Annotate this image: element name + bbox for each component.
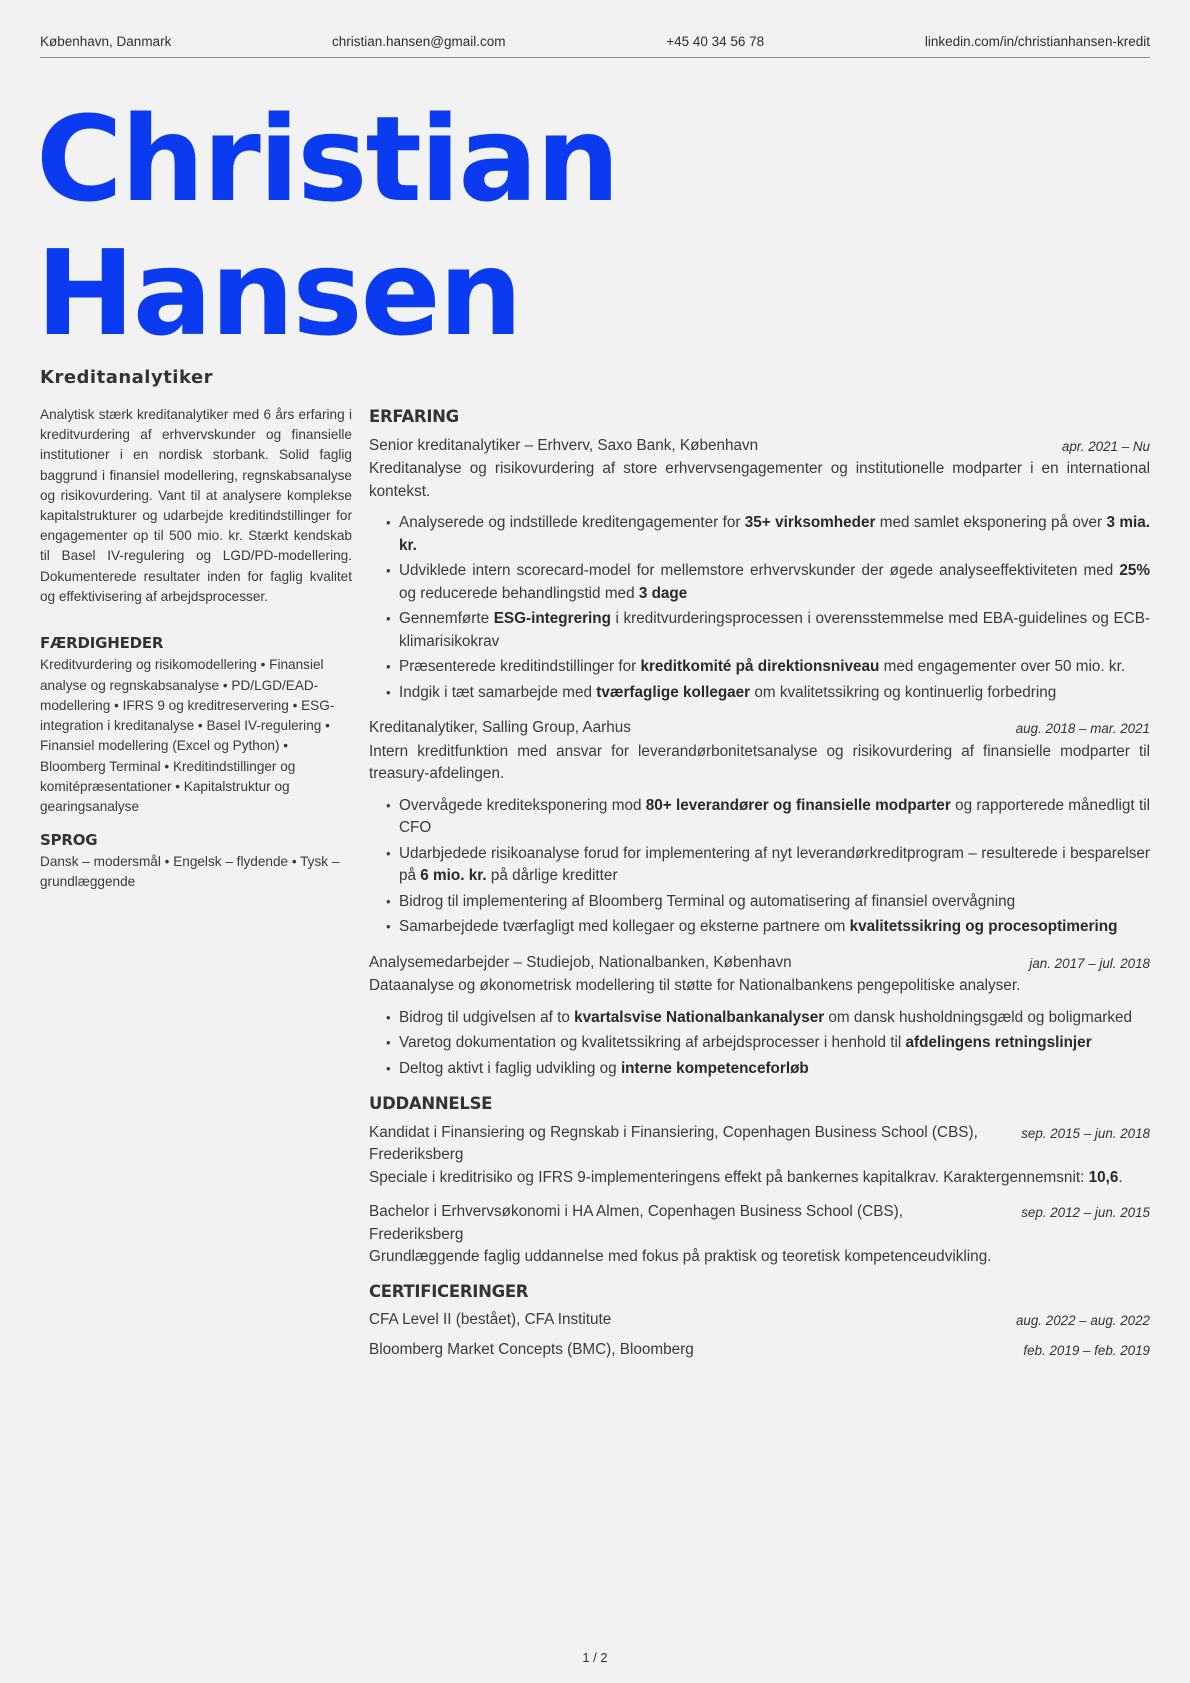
achievement-item — [386, 795, 1150, 840]
highlight-text: kreditkomité på direktionsniveau — [640, 658, 880, 675]
education-section — [369, 1093, 1150, 1269]
education-entry — [369, 1122, 1150, 1190]
education-heading: UDDANNELSE — [369, 1094, 493, 1113]
entry-date: apr. 2021 – Nu — [1061, 438, 1150, 454]
bullet-text: Gennemførte — [399, 610, 494, 627]
bullet-text: Deltog aktivt i faglig udvikling og — [399, 1059, 621, 1077]
bullet-text: Indgik i tæt samarbejde med — [399, 683, 597, 701]
bullet-text: med engagementer over 50 mio. kr. — [879, 658, 1126, 675]
contact-linkedin[interactable]: linkedin.com/in/christianhansen-kredit — [924, 34, 1150, 49]
highlight-text: 80+ leverandører og finansielle modparter — [645, 796, 951, 814]
bullet-text: og reducerede behandlingstid med — [399, 584, 639, 602]
last-name: Hansen — [36, 224, 521, 362]
highlight-text: 3 mia. kr. — [399, 514, 1150, 554]
bullet-text: Præsenterede kreditindstillinger for — [399, 658, 641, 675]
entry-title: Senior kreditanalytiker – Erhverv, Saxo Bank, København — [369, 436, 759, 454]
experience-list — [369, 435, 1150, 1081]
entry-header — [369, 1122, 1150, 1167]
description-text: Speciale i kreditrisiko og IFRS 9-implementeringens effekt på bankernes kapitalkrav. Karaktergennemsnit: — [369, 1168, 1089, 1186]
entry-description: Dataanalyse og økonometrisk modellering til støtte for Nationalbankens pengepolitiske analyser. — [369, 977, 1021, 994]
bullet-text: Overvågede krediteksponering mod — [399, 796, 646, 814]
first-name: Christian — [36, 90, 618, 228]
highlight-text: 6 mio. kr. — [420, 867, 487, 884]
achievement-item — [386, 608, 1150, 653]
certification-title: Bloomberg Market Concepts (BMC), Bloomberg — [369, 1340, 694, 1358]
skills-heading: FÆRDIGHEDER — [40, 634, 164, 653]
candidate-name — [36, 92, 618, 360]
entry-date: jan. 2017 – jul. 2018 — [1029, 955, 1150, 971]
bullet-text: Udarbjedede risikoanalyse forud for implementering af nyt leverandørkreditprogram – resulterede i besparelser på — [399, 844, 1150, 884]
experience-section — [369, 406, 1150, 1080]
achievement-item — [386, 1032, 1150, 1055]
certifications-heading: CERTIFICERINGER — [369, 1281, 529, 1301]
education-list — [369, 1122, 1150, 1269]
profile-summary: Analytisk stærk kreditanalytiker med 6 års erfaring i kreditvurdering af erhvervskunder og finansielle institutioner i en nordisk storbank. Solid faglig baggrund i finansiel modellering, regnskabsanalyse og risikovurdering. Vant til at analysere komplekse kapitalstrukturer og udarbejde kreditindstillinger for engagementer op til 500 mio. kr. Stærkt kendskab til Basel IV-regulering og LGD/PD-modellering. Dokumenterede resultater inden for faglig kvalitet og effektivisering af arbejdsprocesser. — [40, 407, 352, 604]
entry-date: feb. 2019 – feb. 2019 — [1023, 1342, 1150, 1358]
bullet-text: om kvalitetssikring og kontinuerlig forbedring — [750, 683, 1057, 701]
experience-entry — [369, 435, 1150, 705]
achievement-item — [386, 512, 1150, 557]
degree-title: Bachelor i Erhvervsøkonomi i HA Almen, Copenhagen Business School (CBS), Frederiksberg — [369, 1203, 903, 1243]
bullet-text: Analyserede og indstillede kreditengagementer for — [399, 514, 745, 531]
grade-value: 10,6 — [1088, 1168, 1119, 1186]
job-title: Kreditanalytiker — [40, 367, 214, 388]
degree-description — [369, 1246, 1150, 1269]
certification-title: CFA Level II (bestået), CFA Institute — [369, 1311, 612, 1328]
achievement-item — [386, 916, 1150, 939]
highlight-text: afdelingens retningslinjer — [905, 1034, 1092, 1051]
bullet-text: med samlet eksponering på over — [875, 514, 1107, 531]
highlight-text: 35+ virksomheder — [744, 514, 876, 531]
highlight-text: kvalitetssikring og procesoptimering — [849, 918, 1118, 935]
achievement-list — [369, 795, 1150, 939]
bullet-text: Bidrog til implementering af Bloomberg Terminal og automatisering af finansiel overvågning — [399, 892, 1016, 910]
entry-date: aug. 2022 – aug. 2022 — [1015, 1313, 1150, 1328]
achievement-item — [386, 656, 1150, 679]
education-entry — [369, 1201, 1150, 1269]
bullet-text: Udviklede intern scorecard-model for mellemstore erhvervskunder der øgede analyseeffektiviteten med — [399, 562, 1120, 579]
entry-header — [369, 952, 1150, 976]
entry-header — [369, 1201, 1150, 1246]
contact-bar — [40, 30, 1150, 58]
degree-title: Kandidat i Finansiering og Regnskab i Finansiering, Copenhagen Business School (CBS), Frederiksberg — [369, 1123, 978, 1163]
bullet-text: og rapporterede månedligt til CFO — [399, 796, 1150, 836]
highlight-text: 25% — [1119, 562, 1150, 579]
main-content — [369, 406, 1150, 1372]
sidebar — [40, 405, 352, 892]
degree-description — [369, 1167, 1150, 1190]
highlight-text: tværfaglige kollegaer — [596, 683, 751, 701]
certification-entry — [369, 1309, 1150, 1333]
page-number: 1 / 2 — [582, 1650, 608, 1665]
highlight-text: ESG-integrering — [493, 610, 611, 627]
certifications-list — [369, 1309, 1150, 1362]
achievement-item — [386, 891, 1150, 914]
contact-phone[interactable]: +45 40 34 56 78 — [666, 34, 765, 49]
entry-title: Analysemedarbejder – Studiejob, Nationalbanken, København — [369, 953, 792, 971]
achievement-item — [386, 682, 1150, 705]
skills-list: Kreditvurdering og risikomodellering • Finansiel analyse og regnskabsanalyse • PD/LGD/EAD-modellering • IFRS 9 og kreditreservering • ESG-integration i kreditanalyse • Basel IV-regulering • Finansiel modellering (Excel og Python) • Bloomberg Terminal • Kreditindstillinger og komitépræsentationer • Kapitalstruktur og gearingsanalyse — [40, 657, 335, 815]
entry-header — [369, 435, 1150, 459]
achievement-item — [386, 1007, 1150, 1030]
bullet-text: på dårlige kreditter — [486, 867, 618, 884]
entry-description: Intern kreditfunktion med ansvar for leverandørbonitetsanalyse og risikovurdering af finansielle modparter til treasury-afdelingen. — [369, 742, 1150, 782]
certification-entry — [369, 1339, 1150, 1363]
achievement-item — [386, 843, 1150, 888]
experience-entry — [369, 717, 1150, 939]
entry-title: Kreditanalytiker, Salling Group, Aarhus — [369, 719, 631, 736]
bullet-text: om dansk husholdningsgæld og boligmarked — [824, 1008, 1132, 1026]
highlight-text: 3 dage — [638, 584, 688, 602]
languages-list: Dansk – modersmål • Engelsk – flydende • Tysk – grundlæggende — [40, 853, 340, 890]
achievement-list — [369, 1007, 1150, 1081]
description-text: . — [1118, 1168, 1123, 1186]
bullet-text: Varetog dokumentation og kvalitetssikring af arbejdsprocesser i henhold til — [399, 1034, 906, 1051]
description-text: Grundlæggende faglig uddannelse med fokus på praktisk og teoretisk kompetenceudvikling. — [369, 1248, 992, 1265]
highlight-text: interne kompetenceforløb — [620, 1059, 809, 1077]
entry-header — [369, 717, 1150, 741]
bullet-text: Samarbejdede tværfagligt med kollegaer og eksterne partnere om — [399, 918, 850, 935]
entry-description: Kreditanalyse og risikovurdering af store erhvervsengagementer og institutionelle modparter i en international kontekst. — [369, 460, 1150, 500]
certifications-section — [369, 1281, 1150, 1363]
entry-date: sep. 2015 – jun. 2018 — [1021, 1125, 1150, 1141]
entry-date: aug. 2018 – mar. 2021 — [1015, 721, 1150, 736]
contact-location: København, Danmark — [40, 34, 172, 49]
bullet-text: Bidrog til udgivelsen af to — [399, 1008, 575, 1026]
achievement-list — [369, 512, 1150, 704]
experience-heading: ERFARING — [369, 407, 459, 426]
achievement-item — [386, 1058, 1150, 1081]
highlight-text: kvartalsvise Nationalbankanalyser — [574, 1008, 825, 1026]
experience-entry — [369, 952, 1150, 1081]
languages-heading: SPROG — [40, 830, 98, 849]
bullet-text: i kreditvurderingsprocessen i overensstemmelse med EBA-guidelines og ECB-klimarisikokrav — [399, 610, 1150, 650]
achievement-item — [386, 560, 1150, 605]
contact-email[interactable]: christian.hansen@gmail.com — [332, 34, 506, 49]
resume-page — [36, 0, 1150, 1683]
entry-date: sep. 2012 – jun. 2015 — [1021, 1205, 1150, 1220]
